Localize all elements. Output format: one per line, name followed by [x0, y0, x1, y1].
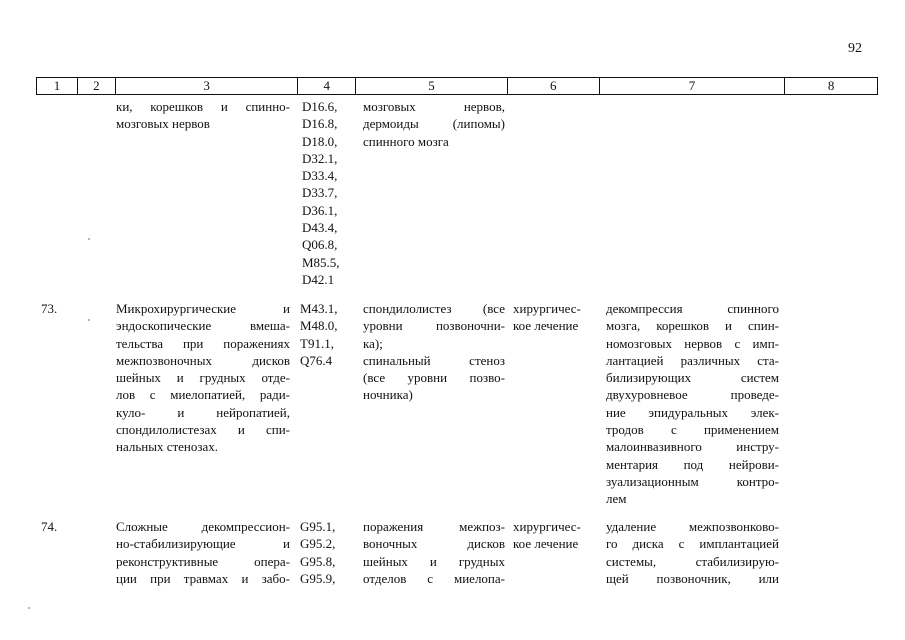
row-73-name-line: лов с миелопатией, ради- [116, 387, 290, 403]
row-0-code: D43.4, [302, 220, 338, 236]
row-0-code: M85.5, [302, 254, 340, 270]
row-74-condition [363, 518, 505, 587]
row-73-name-line: куло- и нейропатией, [116, 404, 290, 420]
row-73-method-line: лем [606, 491, 627, 507]
row-73-number: 73. [41, 301, 58, 316]
row-0-code: D18.0, [302, 133, 338, 149]
row-73-method-line: номозговых нервов с имп- [606, 335, 779, 351]
row-73-condition-line: спондилолистез (все [363, 301, 505, 316]
row-73-code: T91.1, [300, 335, 334, 351]
row-73-condition [363, 300, 505, 404]
row-74-condition-line: воночных дисков [363, 536, 505, 552]
row-73-treatment-line: хирургичес- [513, 301, 581, 316]
row-74-codes [300, 518, 358, 587]
row-73-method-line: двухуровневое проведе- [606, 387, 779, 403]
row-0-codes [302, 98, 356, 288]
row-0-condition-line: дермоиды (липомы) [363, 116, 505, 132]
row-0-code: D16.6, [302, 99, 338, 114]
row-74-name-line: Сложные декомпрессион- [116, 519, 290, 534]
row-0-code: D16.8, [302, 116, 338, 132]
row-73-name-line: нальных стенозах. [116, 439, 219, 455]
row-74-method [606, 518, 779, 587]
row-73-name [116, 300, 290, 456]
row-74-name-line: но-стабилизирующие и [116, 536, 290, 552]
row-74-treatment-line: хирургичес- [513, 519, 581, 534]
row-74-condition-line: поражения межпоз- [363, 519, 505, 534]
row-74-treatment-line: кое лечение [513, 536, 579, 552]
row-73-method-line: билизирующих систем [606, 370, 779, 386]
header-col-8: 8 [827, 78, 835, 93]
row-73-code: Q76.4 [300, 352, 333, 368]
row-74-method-line: го диска с имплантацией [606, 536, 779, 552]
row-73-method-line: лантацией различных ста- [606, 352, 779, 368]
row-0-condition-line: спинного мозга [363, 133, 449, 149]
row-73-method-line: ментария под нейрови- [606, 456, 779, 472]
row-73-method-line: зуализационным контро- [606, 473, 779, 489]
row-74-method-line: удаление межпозвонково- [606, 519, 779, 534]
row-73-method-line: малоинвазивного инстру- [606, 439, 779, 455]
row-74-code: G95.9, [300, 570, 336, 586]
row-0-code: D42.1 [302, 271, 335, 287]
row-0-code: Q06.8, [302, 237, 338, 253]
row-74-condition-line: отделов с миелопа- [363, 570, 505, 586]
row-0-code: D33.7, [302, 185, 338, 201]
header-col-7: 7 [600, 78, 786, 94]
row-73-codes [300, 300, 358, 369]
row-0-condition [363, 98, 505, 150]
row-0-code: D33.4, [302, 168, 338, 184]
row-74-number: 74. [41, 519, 58, 534]
row-73-name-line: шейных и грудных отде- [116, 370, 290, 386]
row-74-treatment [513, 518, 599, 553]
row-73-code: M48.0, [300, 318, 338, 334]
row-73-treatment [513, 300, 599, 335]
row-73-name-line: тельства при поражениях [116, 335, 290, 351]
row-73-code: M43.1, [300, 301, 338, 316]
row-0-code: D32.1, [302, 150, 338, 166]
header-col-5: 5 [356, 78, 508, 94]
row-73-name-line: Микрохирургические и [116, 301, 290, 316]
row-74-method-line: щей позвоночник, или [606, 570, 779, 586]
row-74-name-line: реконструктивные опера- [116, 553, 290, 569]
row-73-condition-line: ночника) [363, 387, 413, 403]
row-74-name-line: ции при травмах и забо- [116, 570, 290, 586]
row-73-method-line: тродов с применением [606, 422, 779, 438]
row-0-name-line: ки, корешков и спинно- [116, 99, 290, 114]
row-74-code: G95.8, [300, 553, 336, 569]
row-73-method-line: ние эпидуральных элек- [606, 404, 779, 420]
row-73-method [606, 300, 779, 508]
row-73-name-line: межпозвоночных дисков [116, 352, 290, 368]
row-0-code: D36.1, [302, 202, 338, 218]
row-73-method-line: мозга, корешков и спин- [606, 318, 779, 334]
header-col-6: 6 [508, 78, 600, 94]
scan-speck [28, 607, 30, 609]
header-col-1: 1 [37, 78, 78, 94]
row-0-name [116, 98, 290, 133]
row-73-method-line: декомпрессия спинного [606, 301, 779, 316]
scan-speck [88, 319, 90, 321]
row-74-code: G95.2, [300, 536, 336, 552]
row-0-condition-line: мозговых нервов, [363, 99, 505, 114]
row-73-condition-line: (все уровни позво- [363, 370, 505, 386]
row-74-code: G95.1, [300, 519, 336, 534]
page-number: 92 [848, 41, 862, 56]
row-73-condition-line: спинальный стеноз [363, 352, 505, 368]
header-col-4: 4 [298, 78, 356, 94]
row-73-name-line: спондилолистезах и спи- [116, 422, 290, 438]
row-73-condition-line: уровни позвоночни- [363, 318, 505, 334]
row-73-name-line: эндоскопические вмеша- [116, 318, 290, 334]
header-col-3: 3 [116, 78, 299, 94]
row-74-name [116, 518, 290, 587]
scan-speck [88, 238, 90, 240]
row-74-condition-line: шейных и грудных [363, 553, 505, 569]
row-74-method-line: системы, стабилизирую- [606, 553, 779, 569]
row-0-name-line: мозговых нервов [116, 116, 210, 132]
row-73-condition-line: ка); [363, 335, 383, 351]
row-73-treatment-line: кое лечение [513, 318, 579, 334]
header-col-2: 2 [78, 78, 116, 94]
